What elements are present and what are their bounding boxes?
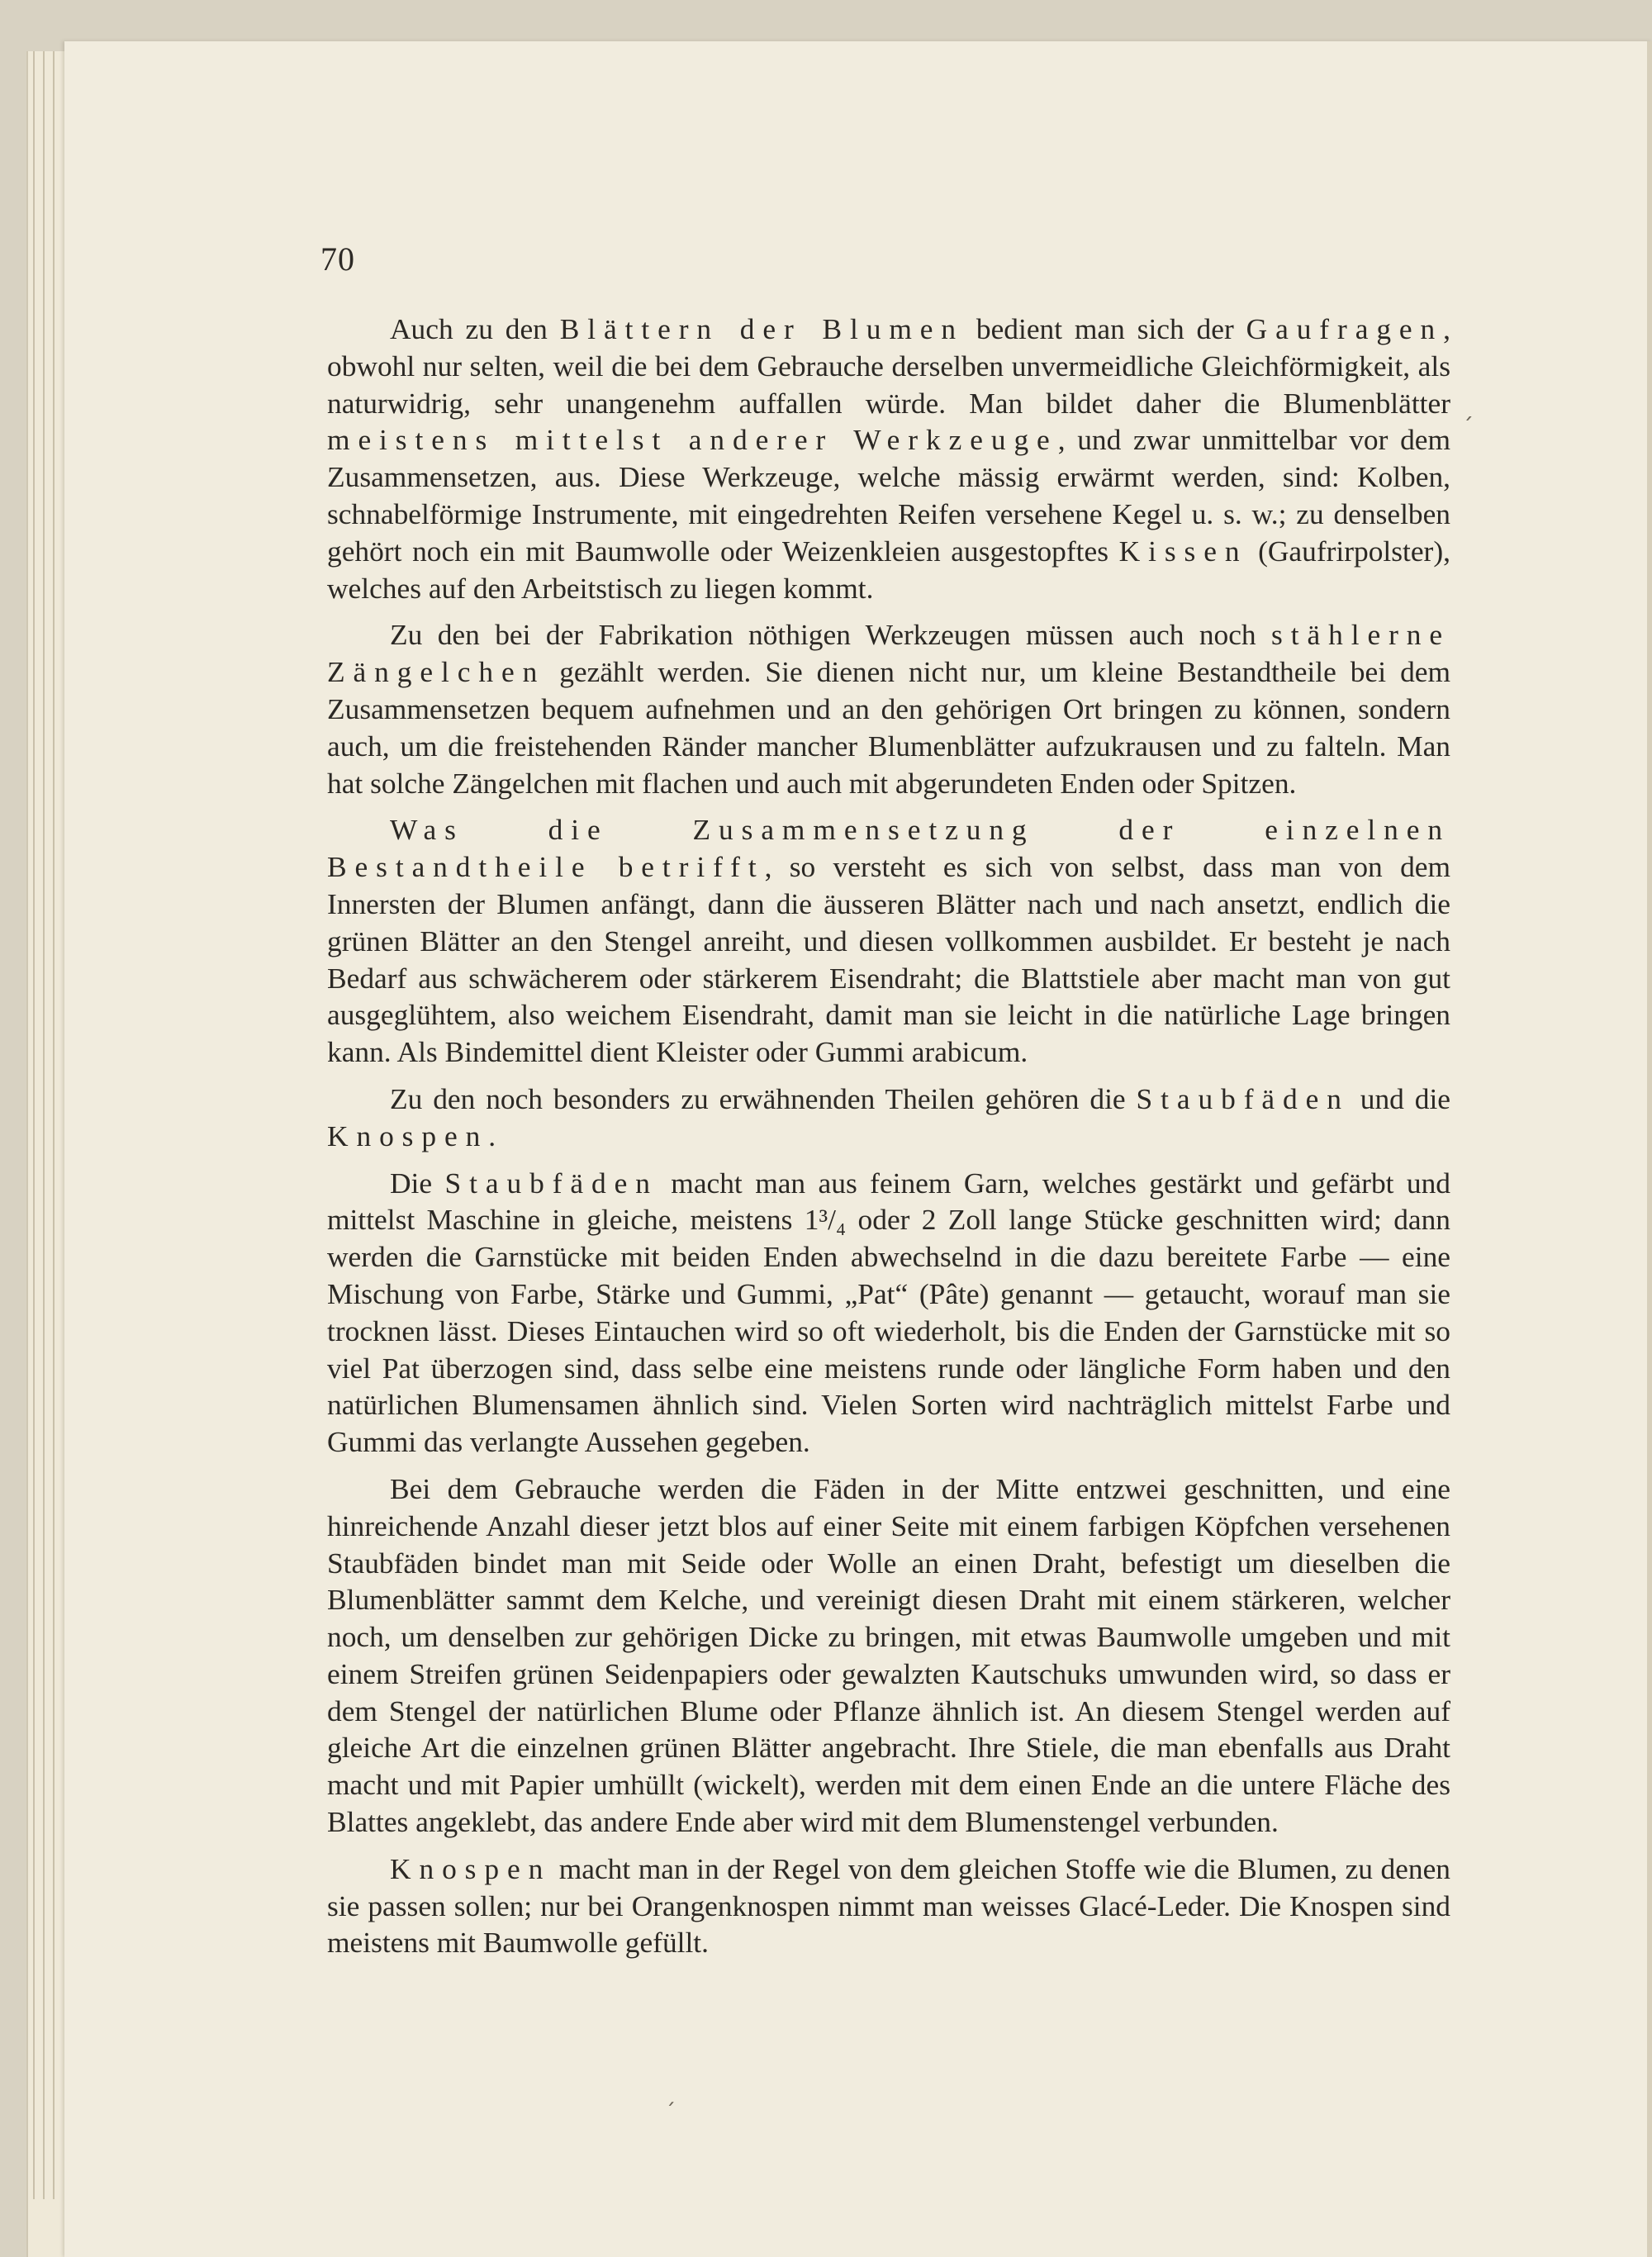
text-run: Zu den bei der Fabrikation nöthigen Werkzeugen müssen auch noch	[390, 618, 1272, 652]
spaced-emphasis-text: Knospen	[390, 1851, 552, 1885]
spaced-emphasis-text: Staubfäden	[444, 1166, 658, 1200]
text-run: , so versteht es sich von selbst, dass man von dem Innersten der Blumen anfängt, dann die äusseren Blätter nach und nach ansetzt, endlich die grünen Blätter an den Stengel anreiht, und diesen vollkommen ausbildet. Er besteht je nach Bedarf aus schwächerem oder stärkerem Eisendraht; die Blattstiele aber macht man von gut ausgeglühtem, also weichem Eisendraht, damit man sie leicht in die natürliche Lage bringen kann. Als Bindemittel dient Kleister oder Gummi arabicum.	[327, 850, 1450, 1069]
text-run: und die	[1349, 1081, 1450, 1115]
paragraph	[327, 1471, 1450, 1841]
page-right-edge	[1647, 41, 1652, 2257]
spaced-emphasis-text: Knospen	[327, 1119, 489, 1152]
paragraph	[327, 1851, 1450, 1961]
text-run: Auch zu den	[390, 312, 560, 345]
spaced-emphasis-text: Kissen	[1118, 534, 1248, 568]
stray-mark-icon: ˏ	[665, 2082, 676, 2107]
spaced-emphasis-text: stählerne Zängelchen	[327, 618, 1450, 689]
paragraph	[327, 1165, 1450, 1461]
page-number: 70	[320, 240, 355, 278]
spaced-emphasis-text: Gaufragen	[1246, 312, 1444, 345]
text-run: Zu den noch besonders zu erwähnenden Theilen gehören die	[390, 1081, 1137, 1115]
text-run: macht man in der Regel von dem gleichen Stoffe wie die Blumen, zu denen sie passen sollen; nur bei Orangenknospen nimmt man weisses Glacé-Leder. Die Knospen sind meistens mit Baumwolle gefüllt.	[327, 1851, 1450, 1960]
text-run: bedient man sich der	[964, 312, 1246, 345]
paragraph	[327, 1081, 1450, 1155]
text-run: Bei dem Gebrauche werden die Fäden in der Mitte entzwei geschnitten, und eine hinreichende Anzahl dieser jetzt blos auf einer Seite mit einem farbigen Köpfchen versehenen Staubfäden bindet man mit Seide oder Wolle an einen Draht, befestigt um dieselben die Blumenblätter sammt dem Kelche, und vereinigt diesen Draht mit einem stärkeren, welcher noch, um denselben zur gehörigen Dicke zu bringen, mit etwas Baumwolle umgeben und mit einem Streifen grünen Seidenpapiers oder gewalzten Kautschuks umwunden wird, so dass er dem Stengel der natürlichen Blume oder Pflanze ähnlich ist. An diesem Stengel werden auf gleiche Art die einzelnen grünen Blätter angebracht. Ihre Stiele, die man ebenfalls aus Draht macht und mit Papier umhüllt (wickelt), werden mit dem einen Ende an die untere Fläche des Blattes angeklebt, das andere Ende aber wird mit dem Blumenstengel verbunden.	[327, 1471, 1450, 1839]
text-run: , und zwar unmittelbar vor dem Zusammensetzen, aus. Diese Werkzeuge, welche mässig erwärmt werden, sind: Kolben, schnabelförmige Instrumente, mit eingedrehten Reifen versehene Kegel u. s. w.; zu denselben gehört noch ein mit Baumwolle oder Weizenkleien ausgestopftes	[327, 423, 1451, 568]
page-edge-line	[33, 51, 35, 2199]
body-text	[327, 311, 1450, 1971]
text-run: macht man aus feinem Garn, welches gestärkt und gefärbt und mittelst Maschine in gleiche, meistens 1³/₄ oder 2 Zoll lange Stücke geschnitten wird; dann werden die Garnstücke mit beiden Enden abwechselnd in die dazu bereitete Farbe — eine Mischung von Farbe, Stärke und Gummi, „Pat“ (Pâte) genannt — getaucht, worauf man sie trocknen lässt. Dieses Eintauchen wird so oft wiederholt, bis die Enden der Garnstücke mit so viel Pat überzogen sind, dass selbe eine meistens runde oder längliche Form haben und den natürlichen Blumensamen ähnlich sind. Vielen Sorten wird nachträglich mittelst Farbe und Gummi das verlangte Aussehen gegeben.	[327, 1166, 1450, 1459]
stray-mark-icon: ´	[1462, 413, 1474, 440]
paragraph	[327, 616, 1450, 801]
paragraph	[327, 311, 1450, 606]
spaced-emphasis-text: meistens mittelst anderer Werkzeuge	[327, 423, 1058, 457]
text-run: Die	[390, 1166, 445, 1200]
page-edge-line	[43, 51, 45, 2199]
text-run: , obwohl nur selten, weil die bei dem Gebrauche derselben unvermeidliche Gleichförmigkeit, als naturwidrig, sehr unangenehm auffallen würde. Man bildet daher die Blumenblätter	[327, 312, 1451, 420]
spaced-emphasis-text: Staubfäden	[1136, 1081, 1350, 1115]
text-run: .	[488, 1119, 496, 1152]
page-edge-line	[53, 51, 55, 2199]
text-run: gezählt werden. Sie dienen nicht nur, um kleine Bestandtheile bei dem Zusammensetzen bequem aufnehmen und an den gehörigen Ort bringen zu können, sondern auch, um die freistehenden Ränder mancher Blumenblätter aufzukrausen und zu falteln. Man hat solche Zängelchen mit flachen und auch mit abgerundeten Enden oder Spitzen.	[327, 655, 1450, 800]
text-run: (Gaufrirpolster), welches auf den Arbeitstisch zu liegen kommt.	[327, 534, 1450, 605]
paragraph	[327, 811, 1450, 1071]
spaced-emphasis-text: Was die Zusammensetzung der einzelnen Bestandtheile betrifft	[327, 813, 1450, 884]
spaced-emphasis-text: Blättern der Blumen	[559, 312, 965, 345]
